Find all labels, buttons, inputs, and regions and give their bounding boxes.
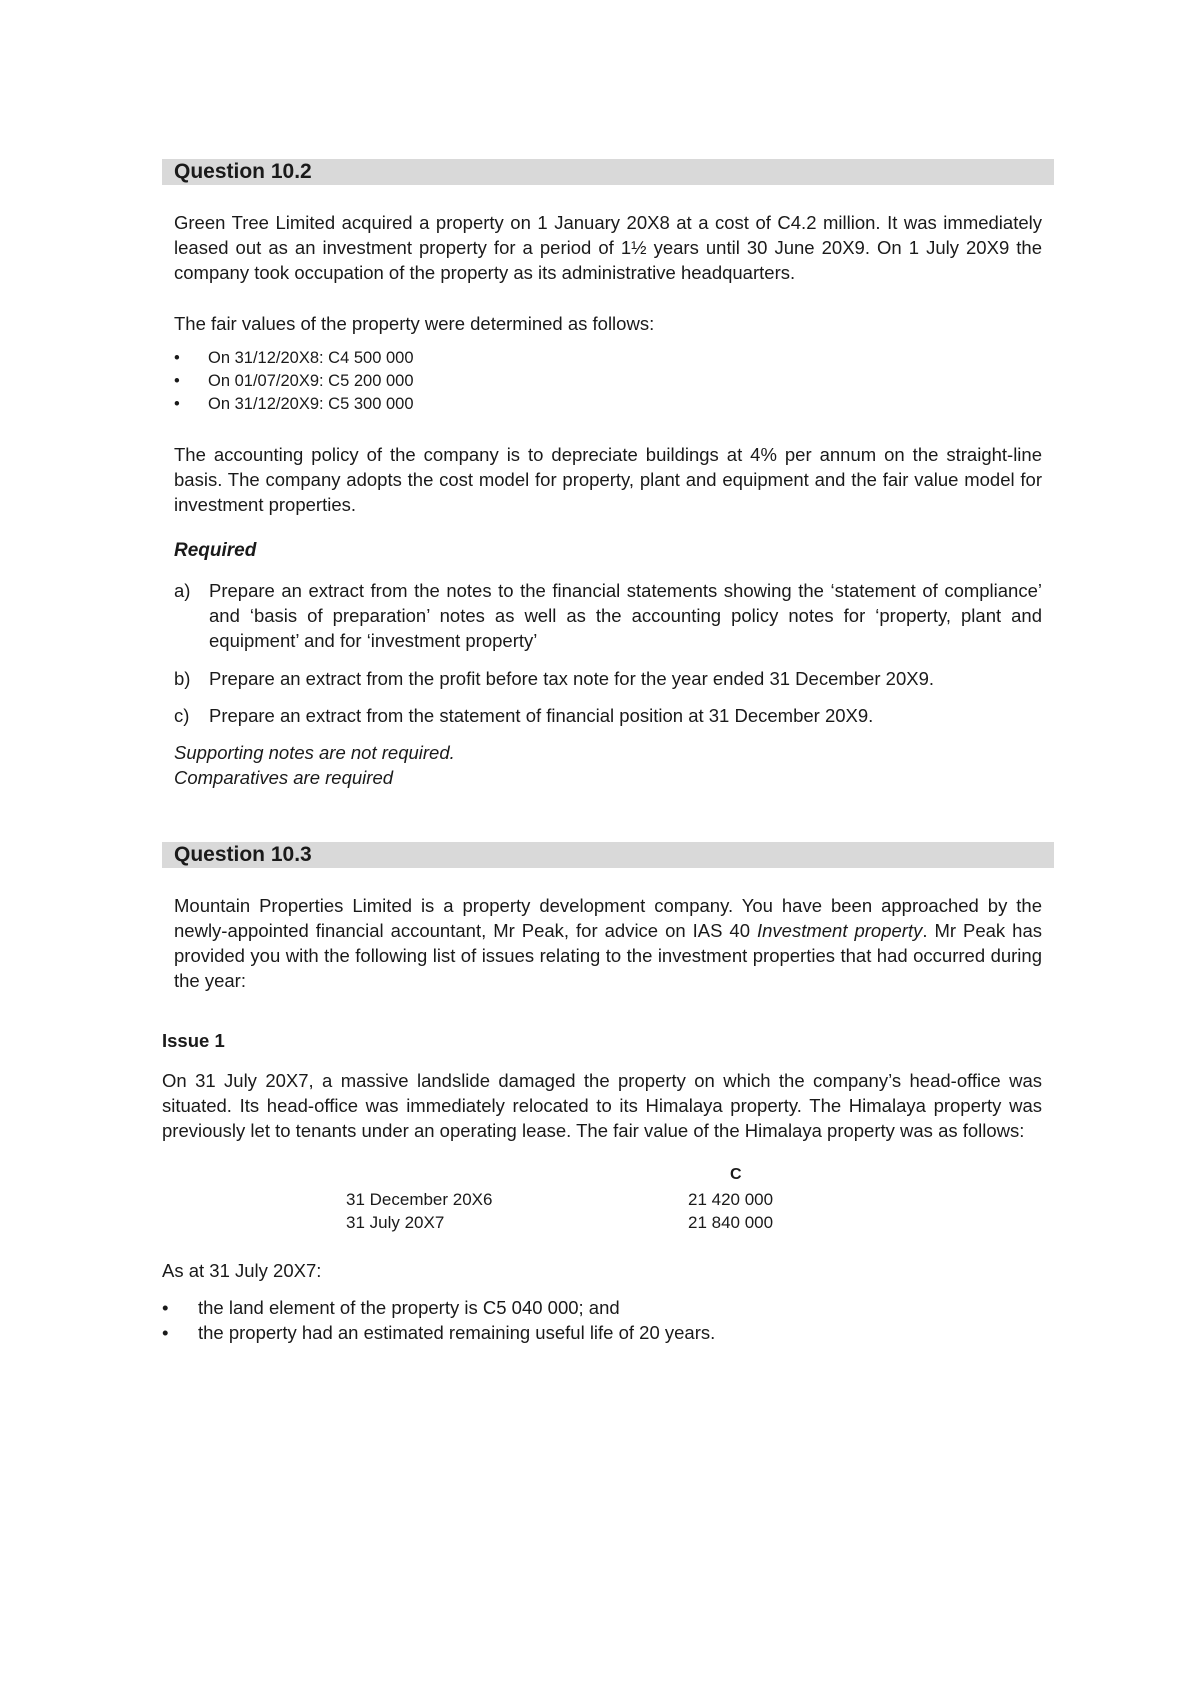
question-10-2-heading: Question 10.2 <box>162 159 1054 185</box>
q102-fair-value-list <box>174 347 414 416</box>
table-row-value: 21 420 000 <box>688 1190 774 1209</box>
table-row-date: 31 July 20X7 <box>346 1213 445 1232</box>
list-item: • On 01/07/20X9: C5 200 000 <box>174 370 414 393</box>
issue-1-facts-list <box>162 1295 715 1345</box>
q102-required-item-b <box>174 666 1042 691</box>
item-text: Prepare an extract from the profit before tax note for the year ended 31 December 20X9. <box>209 668 934 689</box>
q102-fair-value-lead: The fair values of the property were determined as follows: <box>174 313 655 334</box>
q103-intro-part2: . Mr Peak has provided you with the following list of issues relating to the investment properties that had occurred during the year: <box>174 920 1042 991</box>
q102-intro-paragraph: Green Tree Limited acquired a property on 1 January 20X8 at a cost of C4.2 million. It was immediately leased out as an investment property for a period of 1½ years until 30 June 20X9. On 1 July 20X9 the company took occupation of the property as its administrative headquarters. <box>174 212 1042 283</box>
list-item: • the property had an estimated remaining useful life of 20 years. <box>162 1320 715 1345</box>
q103-intro-paragraph <box>174 893 1042 993</box>
q102-policy-paragraph: The accounting policy of the company is to depreciate buildings at 4% per annum on the straight-line basis. The company adopts the cost model for property, plant and equipment and the fair value model for investment properties. <box>174 444 1042 515</box>
list-item: • On 31/12/20X9: C5 300 000 <box>174 393 414 416</box>
q102-required-heading: Required <box>174 540 257 561</box>
as-at-line: As at 31 July 20X7: <box>162 1260 322 1281</box>
item-text: Prepare an extract from the notes to the financial statements showing the ‘statement of compliance’ and ‘basis of preparation’ notes as well as the accounting policy notes for ‘property, plant and equipment’ and for ‘investment property’ <box>209 580 1042 651</box>
table-currency-header: C <box>730 1166 742 1183</box>
item-label: c) <box>174 705 190 726</box>
question-10-3-heading: Question 10.3 <box>162 842 1054 868</box>
table-row-value: 21 840 000 <box>688 1213 774 1232</box>
q103-intro-part1: Mountain Properties Limited is a property development company. You have been approached by the newly-appointed financial accountant, Mr Peak, for advice on IAS 40 <box>174 895 1042 941</box>
item-label: a) <box>174 580 191 601</box>
list-item: • On 31/12/20X8: C4 500 000 <box>174 347 414 370</box>
list-item: • the land element of the property is C5 040 000; and <box>162 1295 715 1320</box>
q102-note-supporting: Supporting notes are not required. <box>174 742 455 763</box>
issue-1-heading: Issue 1 <box>162 1030 225 1051</box>
q103-intro-italic: Investment property <box>757 920 923 941</box>
item-label: b) <box>174 668 191 689</box>
table-row-date: 31 December 20X6 <box>346 1190 493 1209</box>
issue-1-paragraph: On 31 July 20X7, a massive landslide damaged the property on which the company’s head-office was situated. Its head-office was immediately relocated to its Himalaya property. The Himalaya property was previously let to tenants under an operating lease. The fair value of the Himalaya property was as follows: <box>162 1070 1042 1141</box>
q102-required-item-a <box>174 578 1042 653</box>
item-text: Prepare an extract from the statement of financial position at 31 December 20X9. <box>209 705 874 726</box>
q102-required-item-c <box>174 703 1042 728</box>
q102-note-comparatives: Comparatives are required <box>174 767 394 788</box>
